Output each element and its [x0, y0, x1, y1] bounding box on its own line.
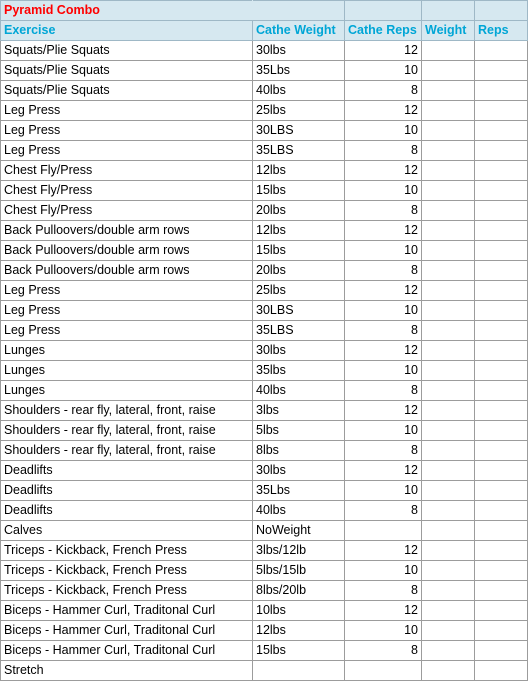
- cell-reps[interactable]: [475, 101, 528, 121]
- cell-weight[interactable]: [422, 121, 475, 141]
- cell-exercise[interactable]: Chest Fly/Press: [1, 161, 253, 181]
- table-row: [1, 421, 528, 441]
- cell-cathe-weight[interactable]: 30LBS: [253, 301, 345, 321]
- cell-weight[interactable]: [422, 221, 475, 241]
- cell-weight[interactable]: [422, 201, 475, 221]
- cell-exercise[interactable]: Shoulders - rear fly, lateral, front, raise: [1, 421, 253, 441]
- cell-weight[interactable]: [422, 641, 475, 661]
- table-row: [1, 181, 528, 201]
- cell-exercise[interactable]: Chest Fly/Press: [1, 181, 253, 201]
- table-row: [1, 81, 528, 101]
- cell-exercise[interactable]: Lunges: [1, 361, 253, 381]
- cell-cathe-weight[interactable]: 15lbs: [253, 641, 345, 661]
- cell-weight[interactable]: [422, 441, 475, 461]
- cell-reps[interactable]: [475, 121, 528, 141]
- table-row: [1, 381, 528, 401]
- cell-cathe-weight[interactable]: 12lbs: [253, 221, 345, 241]
- cell-cathe-reps[interactable]: 12: [345, 101, 422, 121]
- cell-weight[interactable]: [422, 581, 475, 601]
- cell-weight[interactable]: [422, 481, 475, 501]
- table-row: [1, 41, 528, 61]
- cell-exercise[interactable]: Back Pulloovers/double arm rows: [1, 221, 253, 241]
- cell-cathe-reps[interactable]: 8: [345, 641, 422, 661]
- cell-cathe-reps[interactable]: [345, 661, 422, 681]
- cell-cathe-weight[interactable]: 30lbs: [253, 341, 345, 361]
- cell-cathe-weight[interactable]: 8lbs/20lb: [253, 581, 345, 601]
- table-row: [1, 161, 528, 181]
- cell-weight[interactable]: [422, 661, 475, 681]
- cell-exercise[interactable]: Back Pulloovers/double arm rows: [1, 241, 253, 261]
- cell-cathe-weight[interactable]: 15lbs: [253, 241, 345, 261]
- cell-exercise[interactable]: Lunges: [1, 341, 253, 361]
- cell-reps[interactable]: [475, 541, 528, 561]
- title-empty-cell[interactable]: [345, 1, 422, 21]
- cell-reps[interactable]: [475, 181, 528, 201]
- cell-cathe-reps[interactable]: 12: [345, 461, 422, 481]
- cell-cathe-weight[interactable]: 5lbs: [253, 421, 345, 441]
- cell-cathe-reps[interactable]: [345, 521, 422, 541]
- cell-cathe-reps[interactable]: 10: [345, 241, 422, 261]
- cell-reps[interactable]: [475, 201, 528, 221]
- cell-exercise[interactable]: Leg Press: [1, 321, 253, 341]
- table-row: [1, 201, 528, 221]
- cell-cathe-reps[interactable]: 10: [345, 481, 422, 501]
- table-row: [1, 641, 528, 661]
- cell-cathe-weight[interactable]: 12lbs: [253, 161, 345, 181]
- cell-cathe-reps[interactable]: 10: [345, 621, 422, 641]
- cell-reps[interactable]: [475, 261, 528, 281]
- cell-exercise[interactable]: Biceps - Hammer Curl, Traditonal Curl: [1, 621, 253, 641]
- cell-exercise[interactable]: Leg Press: [1, 121, 253, 141]
- cell-reps[interactable]: [475, 281, 528, 301]
- table-row: [1, 241, 528, 261]
- cell-reps[interactable]: [475, 221, 528, 241]
- cell-exercise[interactable]: Shoulders - rear fly, lateral, front, raise: [1, 441, 253, 461]
- cell-cathe-weight[interactable]: 30LBS: [253, 121, 345, 141]
- table-row: [1, 481, 528, 501]
- table-row: [1, 621, 528, 641]
- cell-reps[interactable]: [475, 41, 528, 61]
- cell-weight[interactable]: [422, 41, 475, 61]
- cell-cathe-reps[interactable]: 10: [345, 301, 422, 321]
- cell-exercise[interactable]: Deadlifts: [1, 461, 253, 481]
- cell-reps[interactable]: [475, 661, 528, 681]
- table-row: [1, 581, 528, 601]
- cell-exercise[interactable]: Squats/Plie Squats: [1, 61, 253, 81]
- cell-exercise[interactable]: Triceps - Kickback, French Press: [1, 541, 253, 561]
- cell-reps[interactable]: [475, 521, 528, 541]
- cell-weight[interactable]: [422, 601, 475, 621]
- cell-weight[interactable]: [422, 541, 475, 561]
- cell-cathe-reps[interactable]: 12: [345, 401, 422, 421]
- table-row: [1, 141, 528, 161]
- cell-cathe-reps[interactable]: 10: [345, 361, 422, 381]
- cell-cathe-weight[interactable]: 35LBS: [253, 321, 345, 341]
- cell-reps[interactable]: [475, 341, 528, 361]
- cell-reps[interactable]: [475, 61, 528, 81]
- cell-reps[interactable]: [475, 441, 528, 461]
- cell-weight[interactable]: [422, 621, 475, 641]
- table-row: [1, 61, 528, 81]
- table-row: [1, 501, 528, 521]
- cell-cathe-reps[interactable]: 12: [345, 341, 422, 361]
- table-row: [1, 221, 528, 241]
- cell-exercise[interactable]: Deadlifts: [1, 501, 253, 521]
- table-row: [1, 121, 528, 141]
- cell-weight[interactable]: [422, 361, 475, 381]
- table-row: [1, 281, 528, 301]
- col-header-cathe-weight[interactable]: Cathe Weight: [253, 21, 345, 41]
- cell-exercise[interactable]: Lunges: [1, 381, 253, 401]
- title-empty-cell[interactable]: [253, 1, 345, 21]
- cell-cathe-reps[interactable]: 12: [345, 541, 422, 561]
- cell-weight[interactable]: [422, 141, 475, 161]
- title-row: [1, 1, 528, 21]
- cell-weight[interactable]: [422, 261, 475, 281]
- cell-exercise[interactable]: Shoulders - rear fly, lateral, front, raise: [1, 401, 253, 421]
- table-row: [1, 601, 528, 621]
- cell-cathe-reps[interactable]: 12: [345, 281, 422, 301]
- cell-weight[interactable]: [422, 501, 475, 521]
- cell-weight[interactable]: [422, 301, 475, 321]
- cell-cathe-weight[interactable]: 25lbs: [253, 101, 345, 121]
- cell-reps[interactable]: [475, 621, 528, 641]
- cell-cathe-weight[interactable]: 15lbs: [253, 181, 345, 201]
- cell-cathe-weight[interactable]: 3lbs/12lb: [253, 541, 345, 561]
- col-header-weight[interactable]: Weight: [422, 21, 475, 41]
- cell-cathe-reps[interactable]: 12: [345, 161, 422, 181]
- cell-cathe-reps[interactable]: 10: [345, 121, 422, 141]
- table-row: [1, 301, 528, 321]
- cell-cathe-weight[interactable]: 25lbs: [253, 281, 345, 301]
- cell-cathe-weight[interactable]: 35Lbs: [253, 481, 345, 501]
- table-row: [1, 521, 528, 541]
- cell-cathe-reps[interactable]: 10: [345, 181, 422, 201]
- table-row: [1, 321, 528, 341]
- sheet-title[interactable]: Pyramid Combo: [1, 1, 253, 21]
- cell-exercise[interactable]: Stretch: [1, 661, 253, 681]
- cell-reps[interactable]: [475, 581, 528, 601]
- col-header-cathe-reps[interactable]: Cathe Reps: [345, 21, 422, 41]
- cell-weight[interactable]: [422, 461, 475, 481]
- cell-cathe-weight[interactable]: 10lbs: [253, 601, 345, 621]
- cell-exercise[interactable]: Biceps - Hammer Curl, Traditonal Curl: [1, 601, 253, 621]
- cell-cathe-reps[interactable]: 8: [345, 381, 422, 401]
- cell-reps[interactable]: [475, 461, 528, 481]
- table-row: [1, 341, 528, 361]
- cell-cathe-reps[interactable]: 10: [345, 421, 422, 441]
- cell-cathe-reps[interactable]: 8: [345, 81, 422, 101]
- cell-exercise[interactable]: Squats/Plie Squats: [1, 41, 253, 61]
- cell-reps[interactable]: [475, 361, 528, 381]
- cell-cathe-weight[interactable]: 8lbs: [253, 441, 345, 461]
- cell-weight[interactable]: [422, 61, 475, 81]
- cell-cathe-weight[interactable]: 30lbs: [253, 461, 345, 481]
- table-row: [1, 541, 528, 561]
- cell-weight[interactable]: [422, 241, 475, 261]
- cell-cathe-reps[interactable]: 8: [345, 141, 422, 161]
- cell-exercise[interactable]: Deadlifts: [1, 481, 253, 501]
- cell-cathe-weight[interactable]: 40lbs: [253, 501, 345, 521]
- cell-cathe-reps[interactable]: 12: [345, 41, 422, 61]
- cell-cathe-weight[interactable]: 20lbs: [253, 261, 345, 281]
- cell-exercise[interactable]: Squats/Plie Squats: [1, 81, 253, 101]
- table-row: [1, 661, 528, 681]
- cell-cathe-weight[interactable]: [253, 661, 345, 681]
- cell-weight[interactable]: [422, 101, 475, 121]
- cell-reps[interactable]: [475, 81, 528, 101]
- cell-cathe-weight[interactable]: 35lbs: [253, 361, 345, 381]
- cell-cathe-weight[interactable]: 12lbs: [253, 621, 345, 641]
- cell-exercise[interactable]: Triceps - Kickback, French Press: [1, 581, 253, 601]
- table-row: [1, 561, 528, 581]
- cell-exercise[interactable]: Chest Fly/Press: [1, 201, 253, 221]
- cell-reps[interactable]: [475, 321, 528, 341]
- cell-weight[interactable]: [422, 401, 475, 421]
- cell-reps[interactable]: [475, 241, 528, 261]
- table-row: [1, 361, 528, 381]
- cell-exercise[interactable]: Biceps - Hammer Curl, Traditonal Curl: [1, 641, 253, 661]
- cell-reps[interactable]: [475, 161, 528, 181]
- cell-weight[interactable]: [422, 521, 475, 541]
- cell-cathe-weight[interactable]: NoWeight: [253, 521, 345, 541]
- col-header-reps[interactable]: Reps: [475, 21, 528, 41]
- cell-cathe-reps[interactable]: 12: [345, 601, 422, 621]
- title-empty-cell[interactable]: [475, 1, 528, 21]
- cell-exercise[interactable]: Leg Press: [1, 141, 253, 161]
- cell-reps[interactable]: [475, 401, 528, 421]
- table-body: [1, 1, 528, 681]
- col-header-exercise[interactable]: Exercise: [1, 21, 253, 41]
- cell-weight[interactable]: [422, 161, 475, 181]
- cell-cathe-reps[interactable]: 8: [345, 321, 422, 341]
- table-row: [1, 461, 528, 481]
- cell-cathe-reps[interactable]: 10: [345, 61, 422, 81]
- cell-cathe-weight[interactable]: 40lbs: [253, 81, 345, 101]
- table-row: [1, 261, 528, 281]
- cell-cathe-reps[interactable]: 8: [345, 501, 422, 521]
- cell-weight[interactable]: [422, 181, 475, 201]
- cell-reps[interactable]: [475, 501, 528, 521]
- cell-exercise[interactable]: Leg Press: [1, 101, 253, 121]
- cell-cathe-reps[interactable]: 8: [345, 261, 422, 281]
- cell-reps[interactable]: [475, 601, 528, 621]
- cell-weight[interactable]: [422, 561, 475, 581]
- cell-weight[interactable]: [422, 341, 475, 361]
- cell-cathe-reps[interactable]: 12: [345, 221, 422, 241]
- cell-weight[interactable]: [422, 421, 475, 441]
- cell-exercise[interactable]: Leg Press: [1, 301, 253, 321]
- cell-reps[interactable]: [475, 641, 528, 661]
- cell-cathe-weight[interactable]: 35Lbs: [253, 61, 345, 81]
- cell-reps[interactable]: [475, 381, 528, 401]
- table-row: [1, 401, 528, 421]
- cell-cathe-reps[interactable]: 8: [345, 581, 422, 601]
- cell-cathe-reps[interactable]: 10: [345, 561, 422, 581]
- cell-exercise[interactable]: Leg Press: [1, 281, 253, 301]
- cell-cathe-weight[interactable]: 30lbs: [253, 41, 345, 61]
- cell-reps[interactable]: [475, 141, 528, 161]
- cell-cathe-weight[interactable]: 5lbs/15lb: [253, 561, 345, 581]
- cell-cathe-weight[interactable]: 20lbs: [253, 201, 345, 221]
- cell-exercise[interactable]: Calves: [1, 521, 253, 541]
- cell-weight[interactable]: [422, 281, 475, 301]
- cell-exercise[interactable]: Triceps - Kickback, French Press: [1, 561, 253, 581]
- cell-weight[interactable]: [422, 321, 475, 341]
- cell-reps[interactable]: [475, 561, 528, 581]
- title-empty-cell[interactable]: [422, 1, 475, 21]
- cell-exercise[interactable]: Back Pulloovers/double arm rows: [1, 261, 253, 281]
- cell-reps[interactable]: [475, 421, 528, 441]
- cell-weight[interactable]: [422, 381, 475, 401]
- table-row: [1, 441, 528, 461]
- cell-cathe-reps[interactable]: 8: [345, 201, 422, 221]
- cell-cathe-reps[interactable]: 8: [345, 441, 422, 461]
- header-row: [1, 21, 528, 41]
- cell-reps[interactable]: [475, 301, 528, 321]
- cell-cathe-weight[interactable]: 40lbs: [253, 381, 345, 401]
- cell-cathe-weight[interactable]: 3lbs: [253, 401, 345, 421]
- cell-weight[interactable]: [422, 81, 475, 101]
- cell-reps[interactable]: [475, 481, 528, 501]
- cell-cathe-weight[interactable]: 35LBS: [253, 141, 345, 161]
- table-row: [1, 101, 528, 121]
